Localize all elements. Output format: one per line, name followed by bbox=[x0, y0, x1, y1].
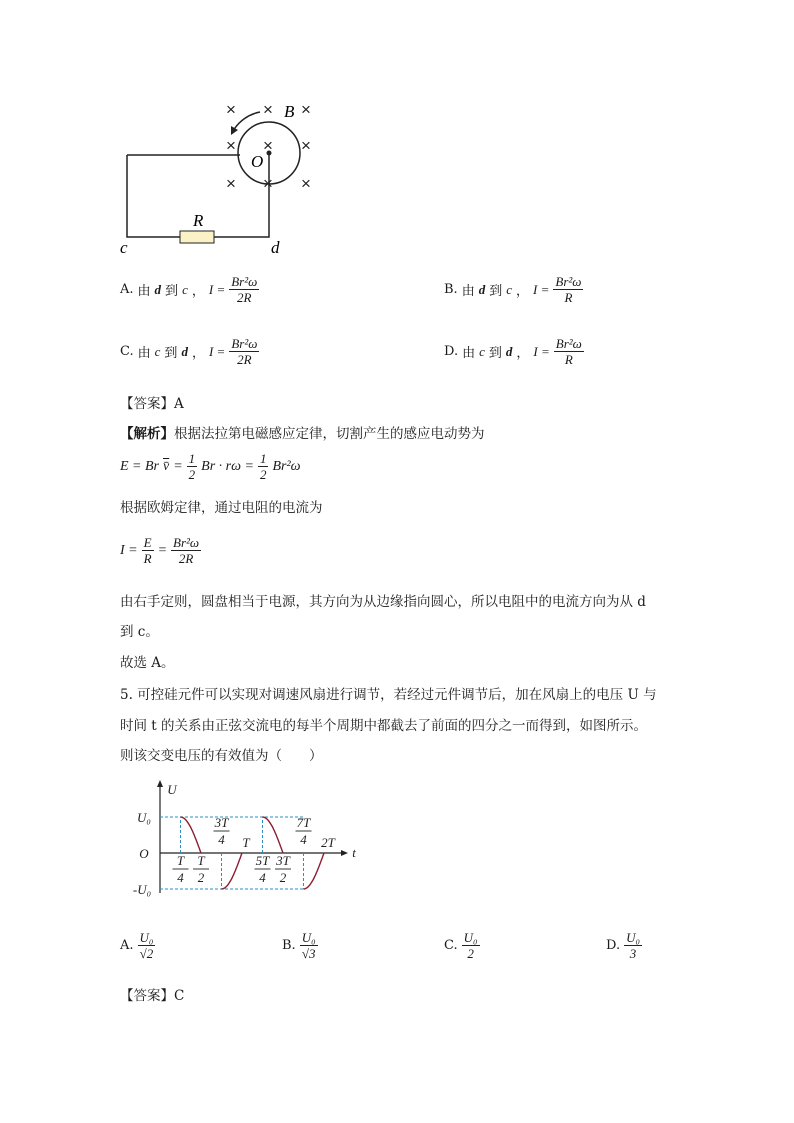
svg-text:×: × bbox=[301, 174, 311, 193]
y-axis-arrow bbox=[157, 780, 163, 787]
x-tick-below-3-num: 3T bbox=[276, 853, 290, 868]
x-tick-above-0-num: 3T bbox=[214, 815, 229, 830]
svg-text:×: × bbox=[226, 136, 236, 155]
x-tick-below-2-den: 4 bbox=[259, 870, 266, 885]
x-axis-label: t bbox=[352, 845, 356, 860]
svg-text:×: × bbox=[301, 100, 311, 119]
svg-text:×: × bbox=[263, 136, 273, 155]
y-tick-label-min: -U₀ bbox=[132, 882, 152, 897]
q4-analysis-line1: 【解析】根据法拉第电磁感应定律，切割产生的感应电动势为 bbox=[120, 426, 485, 442]
label-O: O bbox=[251, 152, 264, 171]
svg-text:×: × bbox=[226, 174, 236, 193]
svg-text:×: × bbox=[226, 100, 236, 119]
voltage-curve-segment bbox=[304, 853, 325, 889]
label-R: R bbox=[193, 211, 204, 230]
svg-text:×: × bbox=[263, 100, 273, 119]
q5-option-b[interactable]: B. $\frac{\text{U₀}}{√3}$ bbox=[282, 930, 316, 961]
x-tick-below-1-den: 2 bbox=[197, 870, 205, 885]
voltage-curve-segment bbox=[181, 817, 202, 853]
x-tick-above-3: 2T bbox=[321, 835, 335, 850]
q4-option-d[interactable]: D. 由 c 到 d ， I = $\frac{\text{Br²ω}}{R}$ bbox=[444, 336, 582, 367]
q4-emf-equation: E = Br v̄ = $\frac{1}{2}$ Br · rω = $\frac{1}{2}$ Br²ω bbox=[120, 451, 301, 482]
q5-stem-line1: 5. 可控硅元件可以实现对调速风扇进行调节，若经过元件调节后，加在风扇上的电压 U 与 bbox=[120, 687, 657, 703]
q5-answer: 【答案】C bbox=[120, 988, 185, 1004]
q5-stem-line3: 则该交变电压的有效值为（ ） bbox=[120, 748, 323, 764]
y-tick-label-max: U₀ bbox=[137, 810, 151, 825]
x-tick-below-1-num: T bbox=[197, 853, 205, 868]
svg-text:×: × bbox=[301, 136, 311, 155]
x-tick-below-2-num: 5T bbox=[255, 853, 270, 868]
y-axis-label: U bbox=[167, 782, 177, 797]
x-tick-above-2-den: 4 bbox=[300, 832, 307, 847]
q4-analysis-line4: 到 c。 bbox=[120, 624, 159, 640]
resistor bbox=[180, 231, 214, 243]
x-tick-above-1: T bbox=[242, 835, 250, 850]
q4-analysis-line2: 根据欧姆定律，通过电阻的电流为 bbox=[120, 500, 323, 516]
q4-current-equation: I = $\frac{E}{R}$ = $\frac{\text{Br²ω}}{2R}$ bbox=[120, 535, 200, 566]
origin-label: O bbox=[139, 846, 149, 861]
label-d: d bbox=[271, 238, 280, 257]
x-tick-below-0-num: T bbox=[176, 853, 185, 868]
x-axis-arrow bbox=[341, 850, 348, 856]
q5-stem-line2: 时间 t 的关系由正弦交流电的每半个周期中都截去了前面的四分之一而得到，如图所示。 bbox=[120, 718, 648, 734]
q4-option-a[interactable]: A. 由 d 到 c ， I = $\frac{\text{Br²ω}}{2R}$ bbox=[120, 274, 258, 305]
q4-analysis-line5: 故选 A。 bbox=[120, 655, 175, 671]
q4-option-b[interactable]: B. 由 d 到 c ， I = $\frac{\text{Br²ω}}{R}$ bbox=[444, 274, 582, 305]
x-tick-above-2-num: 7T bbox=[296, 815, 311, 830]
q5-option-c[interactable]: C. $\frac{\text{U₀}}{2}$ bbox=[444, 930, 478, 961]
x-tick-below-0-den: 4 bbox=[177, 870, 184, 885]
label-c: c bbox=[120, 238, 128, 257]
x-tick-below-3-den: 2 bbox=[279, 870, 287, 885]
svg-text:×: × bbox=[263, 174, 273, 193]
voltage-time-chart bbox=[118, 778, 358, 903]
q4-analysis-line3: 由右手定则，圆盘相当于电源，其方向为从边缘指向圆心，所以电阻中的电流方向为从 d bbox=[120, 594, 646, 610]
rotating-disc-diagram bbox=[110, 95, 330, 260]
voltage-curve-segment bbox=[263, 817, 284, 853]
q5-option-a[interactable]: A. $\frac{\text{U₀}}{√2}$ bbox=[120, 930, 154, 961]
q5-option-d[interactable]: D. $\frac{\text{U₀}}{3}$ bbox=[606, 930, 641, 961]
q4-option-c[interactable]: C. 由 c 到 d ， I = $\frac{\text{Br²ω}}{2R}$ bbox=[120, 336, 258, 367]
label-B: B bbox=[284, 102, 295, 121]
x-tick-above-0-den: 4 bbox=[218, 832, 225, 847]
q4-answer: 【答案】A bbox=[120, 396, 184, 412]
voltage-curve-segment bbox=[222, 853, 243, 889]
